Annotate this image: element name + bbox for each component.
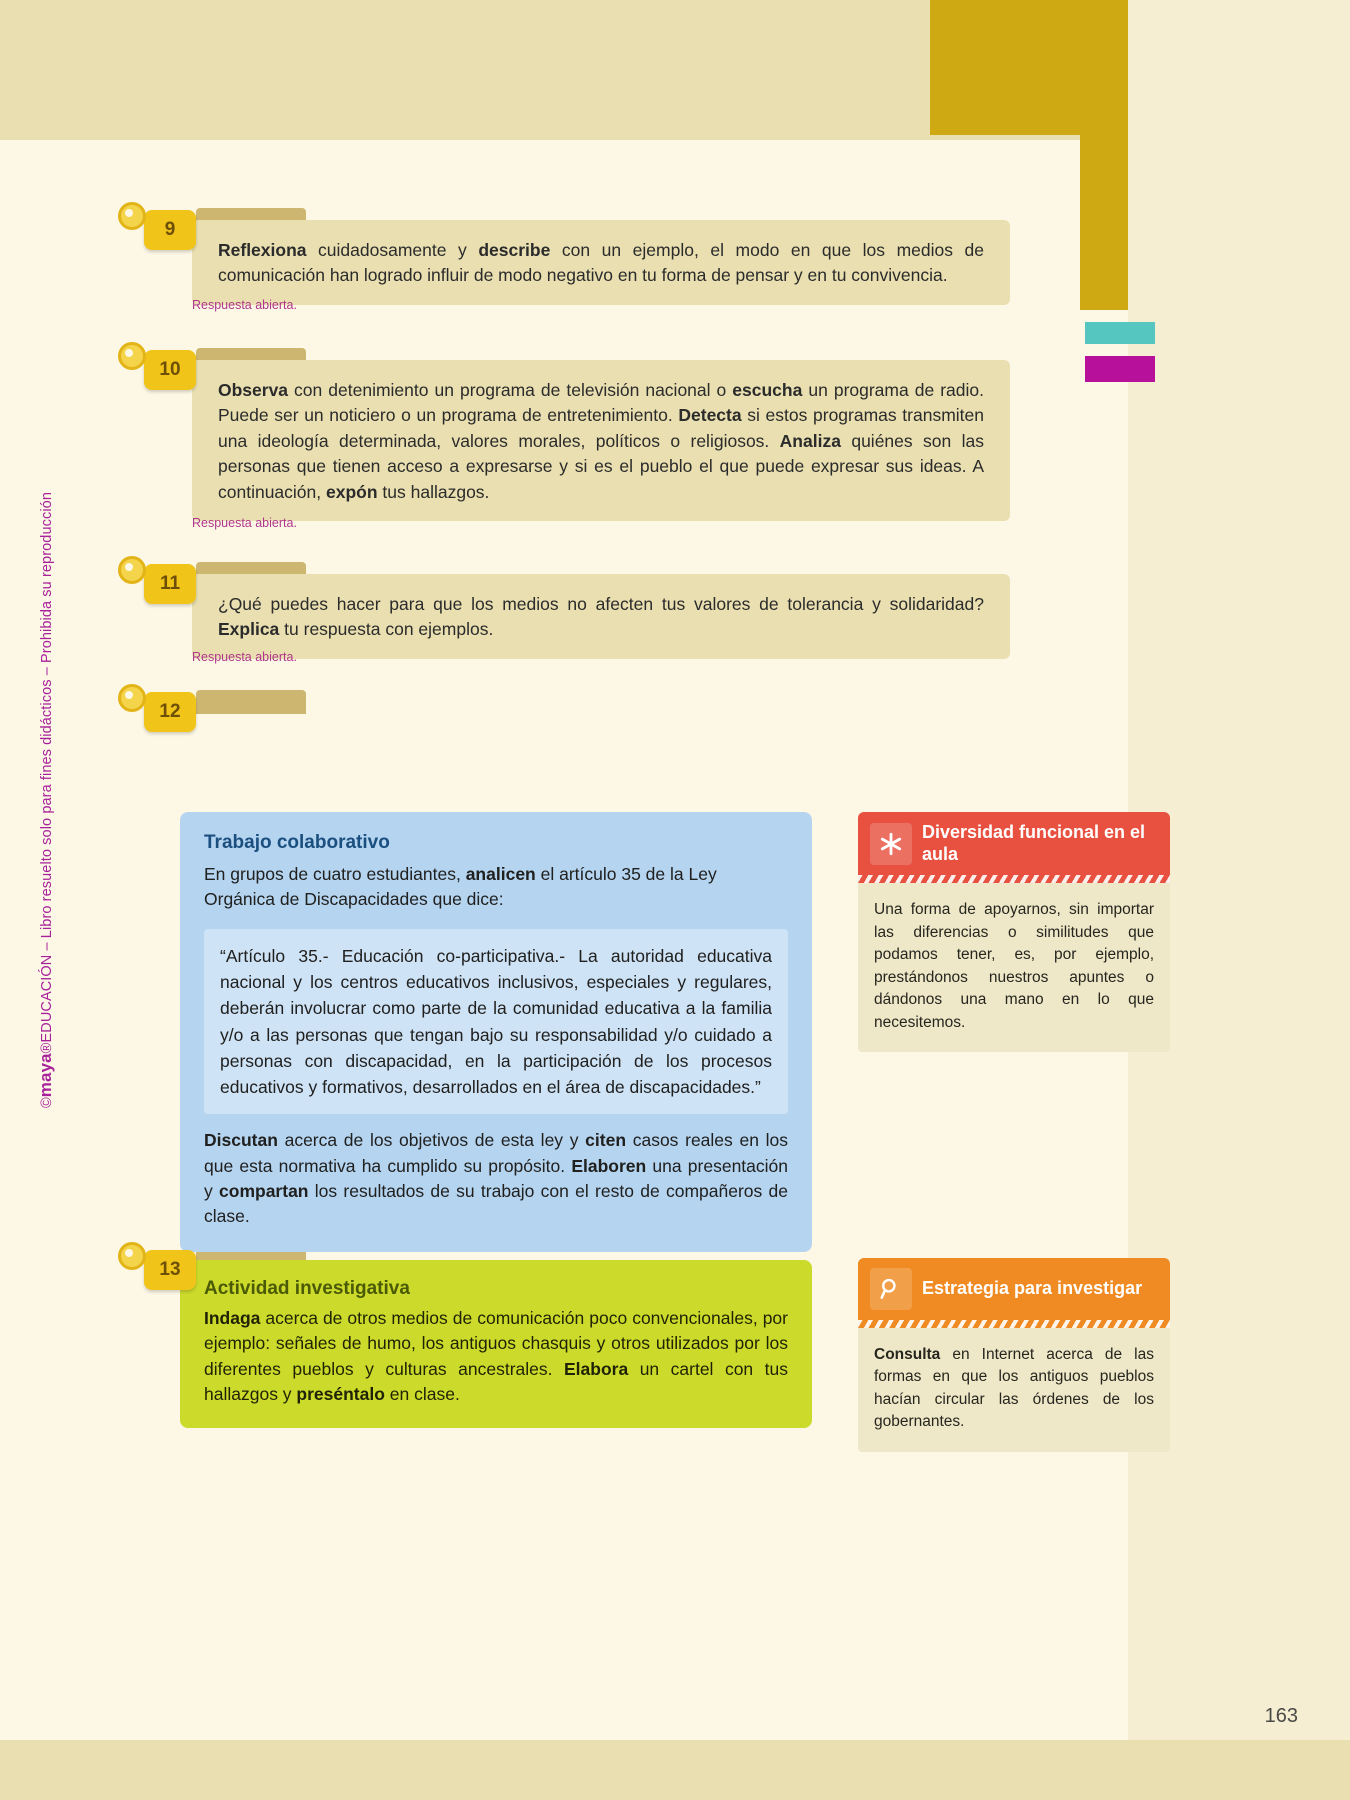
card-estrategia-investigar	[858, 1258, 1170, 1452]
magnifier-icon	[870, 1268, 912, 1310]
copyright-side-note	[36, 380, 56, 1220]
exercise-12-number: 12	[144, 692, 196, 732]
investigative-title: Actividad investigativa	[204, 1278, 410, 1299]
exercise-9-answer-note: Respuesta abierta.	[192, 298, 297, 312]
exercise-11-ring	[118, 556, 146, 584]
collaborative-instructions: Discutan acerca de los objetivos de esta ley y citen casos reales en los que esta normativa ha cumplido su propósito. Elaboren una presentación y compartan los resultados de su trabajo con el resto de compañeros de clase.	[204, 1130, 788, 1227]
bottom-decorative-band	[0, 1740, 1128, 1800]
right-gold-strip	[1080, 0, 1128, 310]
side-note-text: ©maya®EDUCACIÓN – Libro resuelto solo para fines didácticos – Prohibida su reproducción	[36, 492, 55, 1108]
exercise-10-ring	[118, 342, 146, 370]
exercise-10-number: 10	[144, 350, 196, 390]
exercise-9-ring	[118, 202, 146, 230]
collaborative-title: Trabajo colaborativo	[204, 832, 390, 853]
card-diversidad-stitch	[858, 875, 1170, 883]
investigative-text: Indaga acerca de otros medios de comunicación poco convencionales, por ejemplo: señales de humo, los antiguos chasquis y otros utilizados por los diferentes pueblos y culturas ancestrales. Elabora un cartel con tus hallazgos y preséntalo en clase.	[204, 1308, 788, 1405]
exercise-10-answer-note: Respuesta abierta.	[192, 516, 297, 530]
page-number: 163	[1264, 1705, 1298, 1727]
card-estrategia-title: Estrategia para investigar	[922, 1278, 1143, 1299]
card-diversidad-body: Una forma de apoyarnos, sin importar las diferencias o similitudes que podamos tener, es, por ejemplo, prestándonos nuestros apuntes o dándonos una mano en lo que necesitemos.	[858, 883, 1170, 1052]
exercise-12-ring	[118, 684, 146, 712]
top-gold-block	[930, 0, 1080, 135]
exercise-11-answer-note: Respuesta abierta.	[192, 650, 297, 664]
card-diversidad-funcional	[858, 812, 1170, 1052]
exercise-13-number: 13	[144, 1250, 196, 1290]
exercise-9-number: 9	[144, 210, 196, 250]
law-article-quote: “Artículo 35.- Educación co-participativa.- La autoridad educativa nacional y los centros educativos inclusivos, especiales y regulares, deberán involucrar como parte de la comunidad educativa a la familia y/o a las personas que tengan bajo su responsabilidad y/o cuidado a personas con discapacidad, en la participación de los procesos educativos y formativos, desarrollados en el área de discapacidades.”	[204, 929, 788, 1115]
exercise-12-tab	[196, 690, 306, 714]
collaborative-activity-block	[180, 812, 812, 1252]
card-estrategia-header	[858, 1258, 1170, 1320]
card-estrategia-stitch	[858, 1320, 1170, 1328]
exercise-10-text: Observa con detenimiento un programa de televisión nacional o escucha un programa de radio. Puede ser un noticiero o un programa de entretenimiento. Detecta si estos programas transmiten una ideología determinada, valores morales, políticos o religiosos. Analiza quiénes son las personas que tienen acceso a expresarse y si es el pueblo el que puede expresar sus ideas. A continuación, expón tus hallazgos.	[192, 360, 1010, 521]
exercise-11-text: ¿Qué puedes hacer para que los medios no afecten tus valores de tolerancia y solidaridad? Explica tu respuesta con ejemplos.	[192, 574, 1010, 659]
collaborative-intro: En grupos de cuatro estudiantes, analicen el artículo 35 de la Ley Orgánica de Discapacidades que dice:	[204, 864, 717, 910]
card-estrategia-body: Consulta en Internet acerca de las formas en que los antiguos pueblos hacían circular las órdenes de los gobernantes.	[858, 1328, 1170, 1452]
card-diversidad-title: Diversidad funcional en el aula	[922, 822, 1146, 864]
teal-tab-marker	[1085, 322, 1155, 344]
card-diversidad-header	[858, 812, 1170, 875]
exercise-13-ring	[118, 1242, 146, 1270]
exercise-11-number: 11	[144, 564, 196, 604]
asterisk-icon	[870, 823, 912, 865]
bottom-right-band	[1128, 1740, 1350, 1800]
magenta-tab-marker	[1085, 356, 1155, 382]
investigative-activity-block	[180, 1260, 812, 1428]
exercise-9-text: Reflexiona cuidadosamente y describe con un ejemplo, el modo en que los medios de comunicación han logrado influir de modo negativo en tu forma de pensar y en tu convivencia.	[192, 220, 1010, 305]
